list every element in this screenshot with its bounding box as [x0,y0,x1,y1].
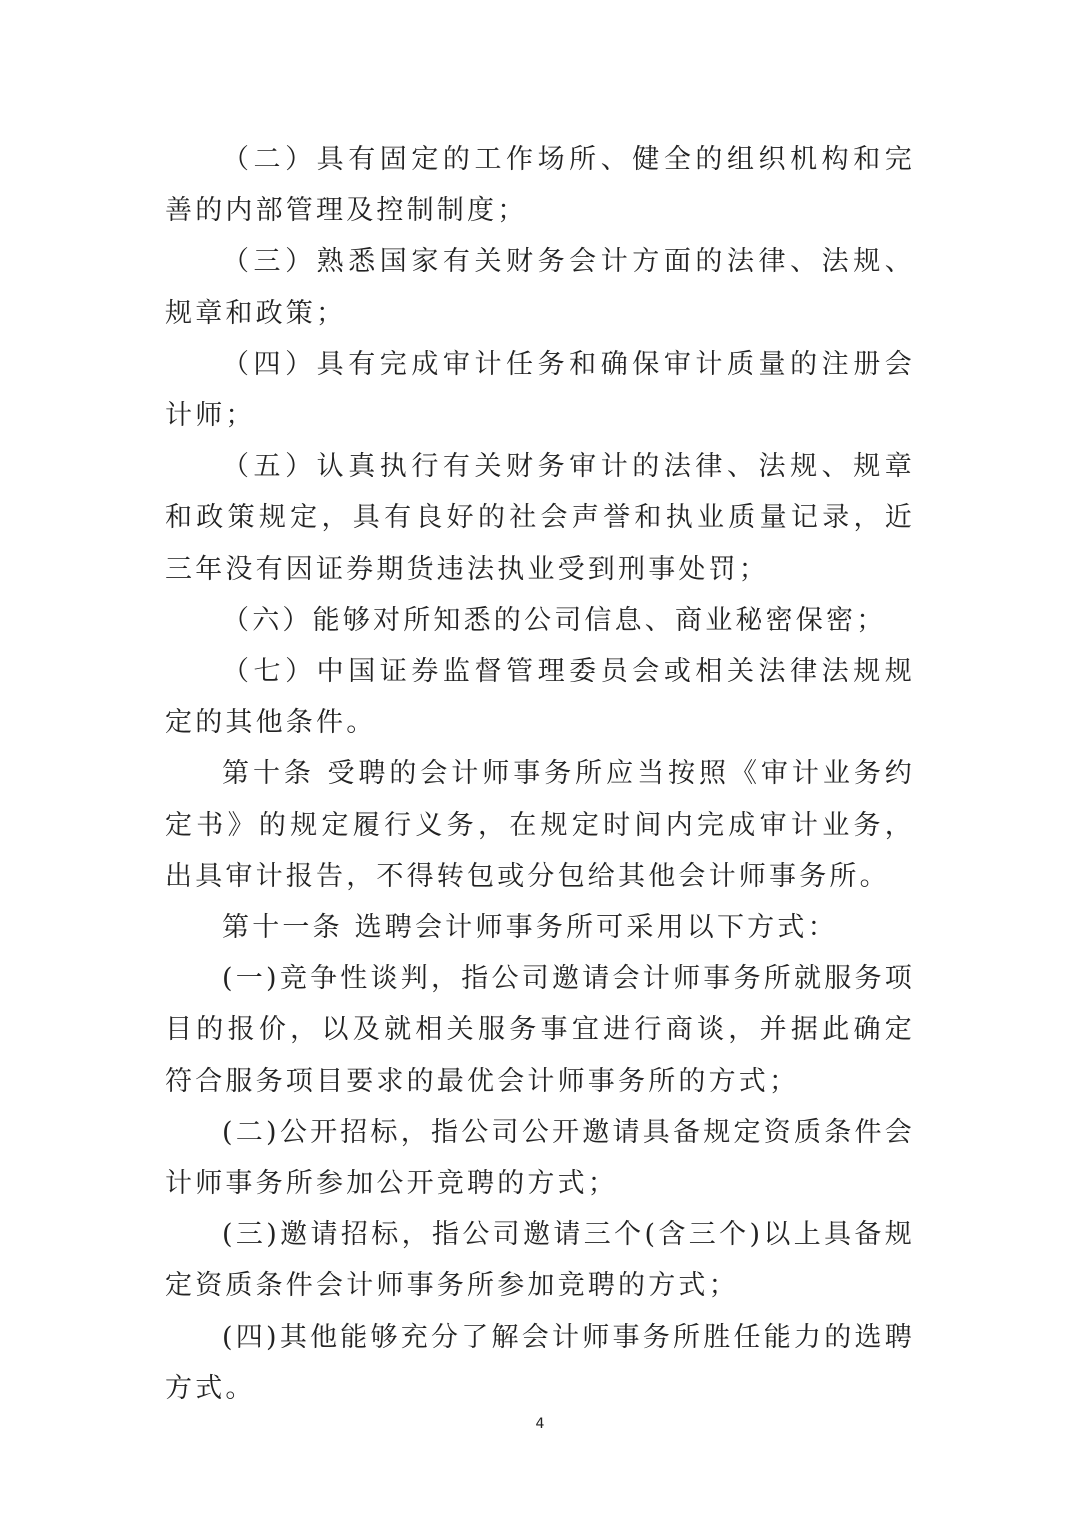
method-3-invited-tender: (三)邀请招标，指公司邀请三个(含三个)以上具备规定资质条件会计师事务所参加竞聘的方式； [165,1219,915,1302]
paragraph-item-4: （四）具有完成审计任务和确保审计质量的注册会计师； [165,348,915,432]
paragraph-item-5: （五）认真执行有关财务审计的法律、法规、规章和政策规定，具有良好的社会声誉和执业质量记录，近三年没有因证券期货违法执业受到刑事处罚； [165,451,915,585]
paragraph-item-6: （六）能够对所知悉的公司信息、商业秘密保密； [222,604,887,636]
method-1-competitive-negotiation: (一)竞争性谈判，指公司邀请会计师事务所就服务项目的报价，以及就相关服务事宜进行商谈，并据此确定符合服务项目要求的最优会计师事务所的方式； [165,963,915,1097]
paragraph-item-7: （七）中国证券监督管理委员会或相关法律法规规定的其他条件。 [165,656,915,739]
paragraph-item-2: （二）具有固定的工作场所、健全的组织机构和完善的内部管理及控制制度； [165,144,915,227]
method-2-public-tender: (二)公开招标，指公司公开邀请具备规定资质条件会计师事务所参加公开竞聘的方式； [165,1116,915,1200]
method-4-other: (四)其他能够充分了解会计师事务所胜任能力的选聘方式。 [165,1321,915,1404]
article-11: 第十一条 选聘会计师事务所可采用以下方式： [222,912,838,944]
document-body [165,134,915,1414]
paragraph-item-3: （三）熟悉国家有关财务会计方面的法律、法规、规章和政策； [165,246,915,329]
article-10: 第十条 受聘的会计师事务所应当按照《审计业务约定书》的规定履行义务，在规定时间内完成审计业务，出具审计报告，不得转包或分包给其他会计师事务所。 [165,758,915,892]
page-number: 4 [535,1416,545,1432]
